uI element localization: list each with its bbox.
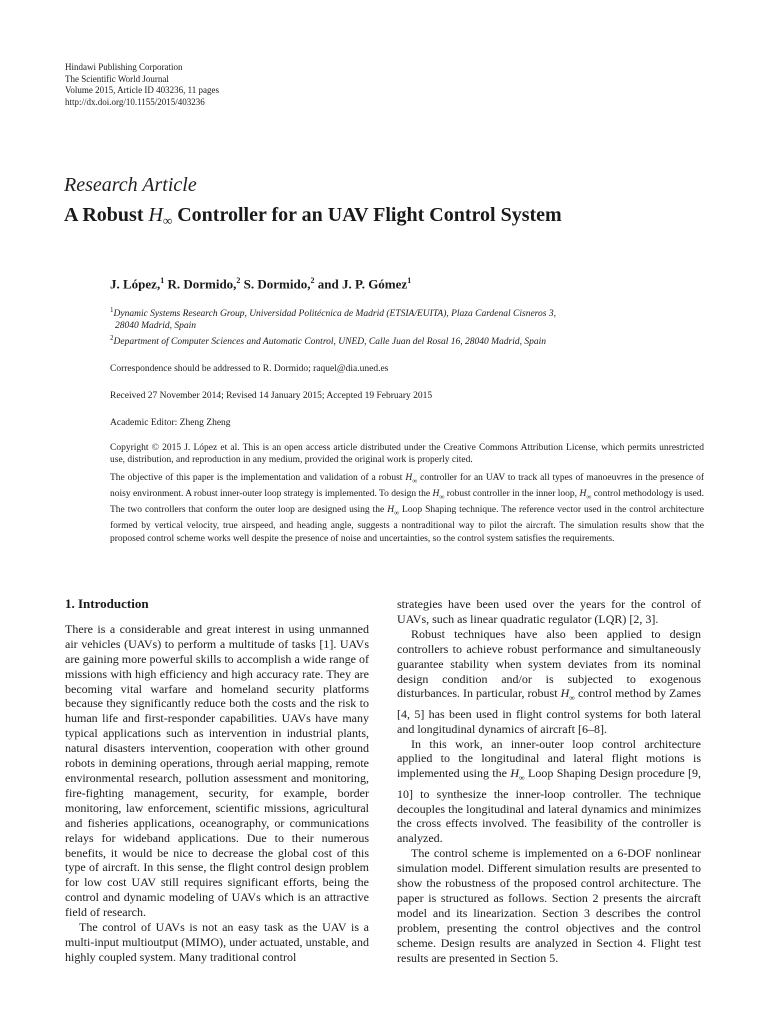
author-name: and J. P. Gómez <box>314 276 408 292</box>
math-h: H <box>510 766 519 781</box>
abstract-text: robust controller in the inner loop, <box>444 488 580 499</box>
article-dates: Received 27 November 2014; Revised 14 January 2015; Accepted 19 February 2015 <box>110 390 433 401</box>
math-h: H <box>579 488 587 499</box>
math-inf: ∞ <box>569 693 575 703</box>
math-inf: ∞ <box>586 492 592 501</box>
math-h: H <box>405 473 413 483</box>
paragraph-text: Robust techniques have also been applied to design controllers to achieve robust performance and simultaneously guarantee stability when system deviates from its nominal design condition and/or is subjected to exogenous disturbances. In particular, robust <box>397 626 701 701</box>
section-heading: 1. Introduction <box>65 596 149 611</box>
affiliation-text: Dynamic Systems Research Group, Universidad Politécnica de Madrid (ETSIA/EUITA), Plaza Cardenal Cisneros 3, <box>113 309 556 320</box>
paragraph: There is a considerable and great interest in using unmanned air vehicles (UAVs) to perform a multitude of tasks [1]. UAVs are gaining more powerful skills to accomplish a wide range of missions with high efficiency and high accuracy rate. They are becoming vital warfare and homeland security platforms because they significantly reduce both the costs and the risk to human life and first-responder capabilities. UAVs have many typical applications such as intervention in industrial plants, natural disasters intervention, cooperation with other ground robots in demining operations, through aerial mapping, remote environmental research, pollution assessment and monitoring, fire-fighting management, security, for example, border monitoring, law enforcement, scientific missions, agricultural and fisheries applications, oceanography, or communications relays for wideband applications. Due to their numerous benefits, it would be nice to decrease the global cost of this type of aircraft. In this sense, the flight control design problem for low cost UAV still requires significant efforts, being the control and dynamic modeling of UAVs which is an attractive field of research. <box>65 621 369 920</box>
volume-info: Volume 2015, Article ID 403236, 11 pages <box>65 85 219 95</box>
paragraph-text: In this work, an inner-outer loop control architecture applied to the longitudinal and lateral flight motions is implemented using the <box>397 736 701 781</box>
title-h: H <box>148 204 163 226</box>
author-affil: 1 <box>407 276 412 285</box>
paragraph: The control scheme is implemented on a 6-DOF nonlinear simulation model. Different simulation results are presented to show the robustness of the proposed control architecture. The paper is structured as follows. Section 2 presents the aircraft model and its linearization. Section 3 describes the control problem, presenting the control objectives and the control scheme. Design results are analyzed in Section 4. Flight test results are presented in Section 5. <box>397 846 701 965</box>
affiliation-text: Department of Computer Sciences and Automatic Control, UNED, Calle Juan del Rosal 16, 28040 Madrid, Spain <box>113 337 546 348</box>
correspondence: Correspondence should be addressed to R. Dormido; raquel@dia.uned.es <box>110 363 389 374</box>
author-name: R. Dormido, <box>164 276 237 292</box>
affiliation-1 <box>110 304 710 332</box>
author-list <box>110 274 710 290</box>
abstract-text: Loop Shaping technique. The reference vector used in the control architecture formed by vertical velocity, true airspeed, and heading angle, suggests a nontraditional way to pilot the aircraft. The simulation results show that the proposed control scheme works well despite the presence of noise and uncertainties, so the control system satisfies the requirements. <box>110 504 704 544</box>
paragraph-text: Loop Shaping Design procedure [9, 10] to synthesize the inner-loop controller. The technique decouples the longitudinal and lateral dynamics and minimizes the cross effects involved. The feasibility of the controller is analyzed. <box>397 766 701 846</box>
author-affil: 2 <box>236 276 241 285</box>
article-type: Research Article <box>64 174 197 196</box>
journal-header <box>65 62 219 108</box>
math-inf: ∞ <box>412 476 418 485</box>
paragraph <box>397 627 701 737</box>
article-meta <box>110 274 710 466</box>
affiliation-text-cont: 28040 Madrid, Spain <box>115 321 197 332</box>
math-inf: ∞ <box>519 773 525 783</box>
doi-link[interactable]: http://dx.doi.org/10.1155/2015/403236 <box>65 96 205 107</box>
copyright-notice: Copyright © 2015 J. López et al. This is an open access article distributed under the Creative Commons Attribution License, which permits unrestricted use, distribution, and reproduction in any medium, provided the original work is properly cited. <box>110 442 704 465</box>
paragraph: The control of UAVs is not an easy task as the UAV is a multi-input multioutput (MIMO), under actuated, unstable, and highly coupled system. Many traditional control <box>65 920 369 964</box>
abstract-text: The objective of this paper is the implementation and validation of a robust <box>110 473 406 483</box>
column-right <box>397 597 701 966</box>
math-h: H <box>560 686 570 701</box>
paragraph-text: control method by Zames [4, 5] has been used in flight control systems for both lateral and longitudinal dynamics of aircraft [6–8]. <box>397 686 701 736</box>
academic-editor: Academic Editor: Zheng Zheng <box>110 417 231 428</box>
author-name: S. Dormido, <box>240 276 311 292</box>
paragraph <box>397 737 701 847</box>
author-affil: 2 <box>310 276 315 285</box>
title-post: Controller for an UAV Flight Control System <box>172 204 562 226</box>
author-affil: 1 <box>160 276 165 285</box>
author-name: J. López, <box>110 276 161 292</box>
title-pre: A Robust <box>64 204 149 226</box>
affiliation-number: 1 <box>110 306 114 315</box>
abstract-text: controller for an UAV to track all types of manoeuvres in the presence of noisy environment. A robust inner-outer loop strategy is implemented. To design the <box>110 473 704 499</box>
math-inf: ∞ <box>439 492 445 501</box>
affiliation-2 <box>110 332 710 348</box>
affiliation-number: 2 <box>110 334 114 343</box>
column-left <box>65 597 369 965</box>
paper-title <box>64 204 562 229</box>
publisher: Hindawi Publishing Corporation <box>65 62 183 72</box>
math-h: H <box>432 488 440 499</box>
math-inf: ∞ <box>394 508 400 517</box>
math-h: H <box>387 504 395 515</box>
abstract-text: control methodology is used. The two controllers that conform the outer loop are designed using the <box>110 488 704 515</box>
journal-name: The Scientific World Journal <box>65 73 169 84</box>
abstract <box>110 472 704 546</box>
paragraph: strategies have been used over the years for the control of UAVs, such as linear quadratic regulator (LQR) [2, 3]. <box>397 597 701 626</box>
title-sub: ∞ <box>162 213 173 228</box>
